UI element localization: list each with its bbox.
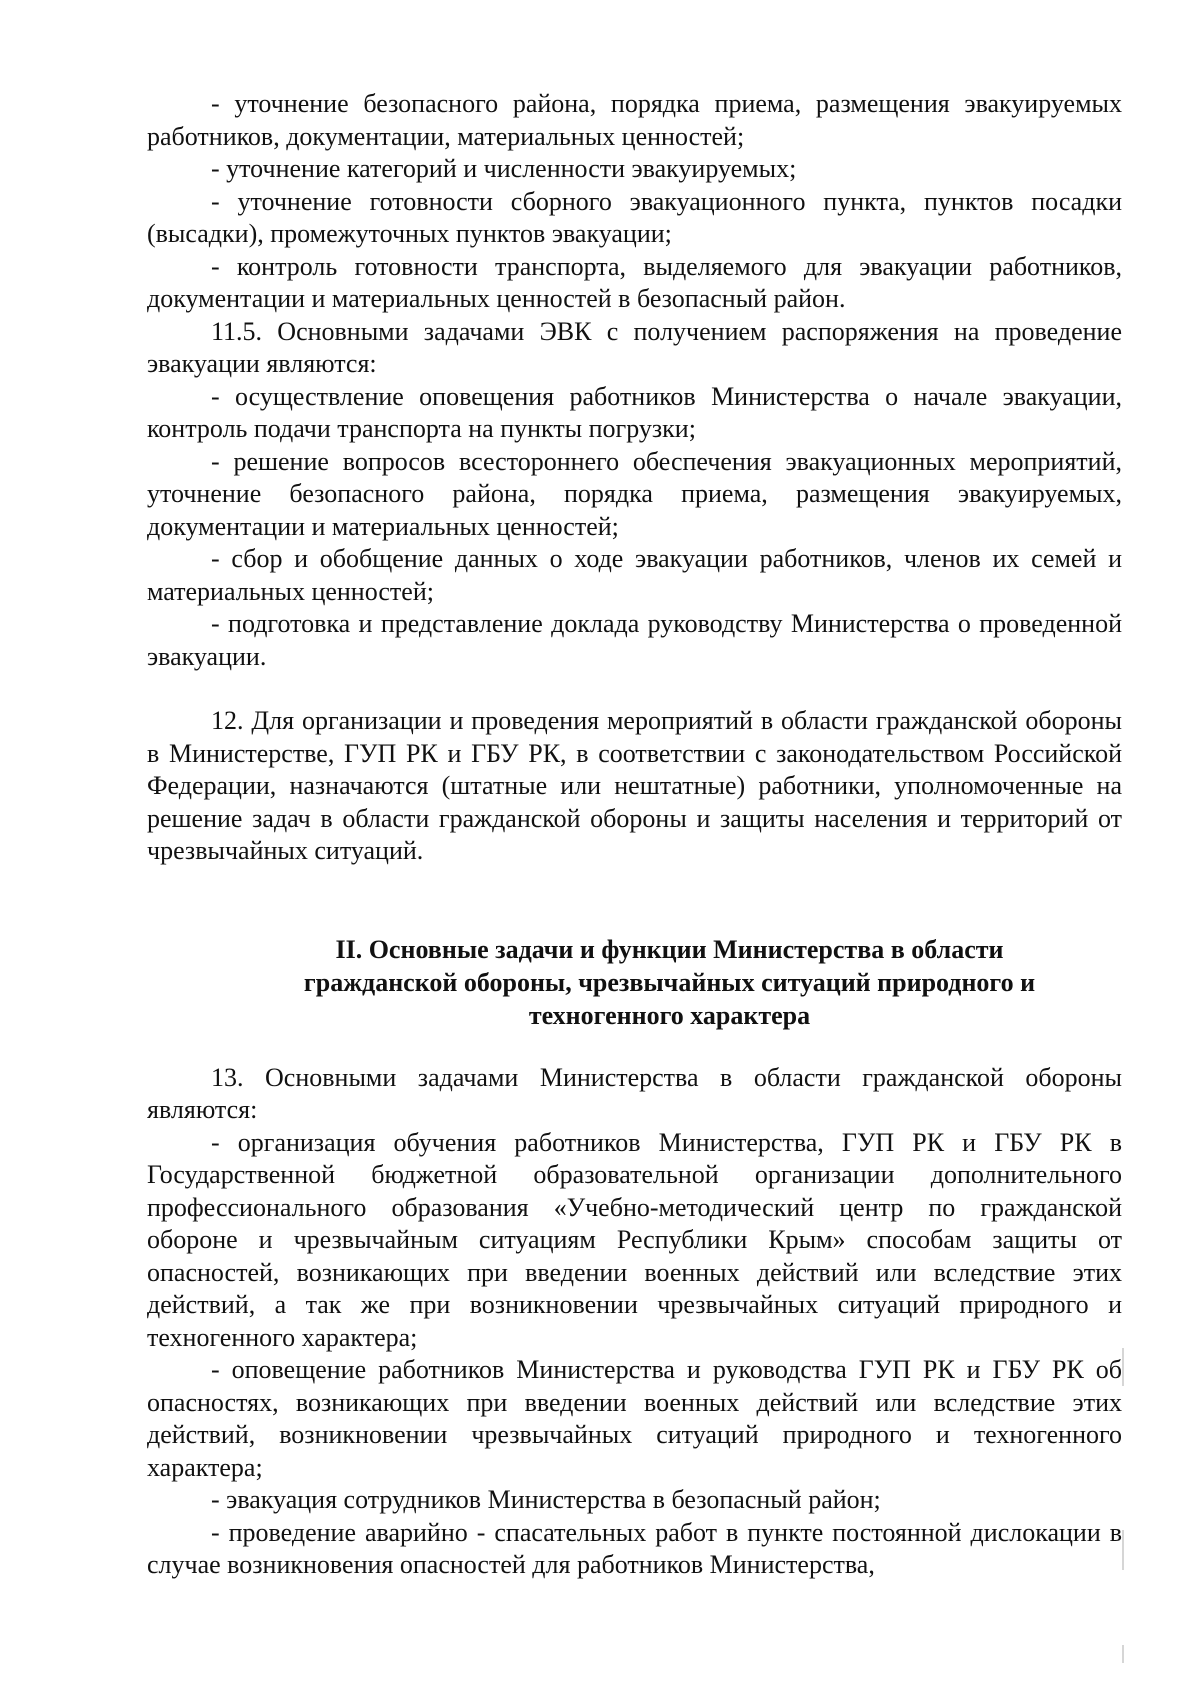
list-item: - проведение аварийно - спасательных работ в пункте постоянной дислокации в случае возникновения опасностей для работников Министерства, [147,1517,1122,1579]
list-item: - подготовка и представление доклада руководству Министерства о проведенной эвакуации. [147,609,1122,671]
scan-edge-mark [1122,1348,1124,1386]
list-item: - решение вопросов всестороннего обеспечения эвакуационных мероприятий, уточнение безопасного района, порядка приема, размещения эвакуируемых, документации и материальных ценностей; [147,446,1122,541]
section-heading-line: II. Основные задачи и функции Министерства в области [335,934,1004,964]
list-item: - организация обучения работников Министерства, ГУП РК и ГБУ РК в Государственной бюджетной образовательной организации дополнительного профессионального образования «Учебно-методический центр по гражданской обороне и чрезвычайным ситуациям Республики Крым» способам защиты от опасностей, возникающих при введении военных действий или вследствие этих действий, а так же при возникновении чрезвычайных ситуаций природного и техногенного характера; [147,1127,1122,1352]
list-item: - сбор и обобщение данных о ходе эвакуации работников, членов их семей и материальных ценностей; [147,544,1122,606]
list-item: - уточнение готовности сборного эвакуационного пункта, пунктов посадки (высадки), промежуточных пунктов эвакуации; [147,186,1122,248]
scan-edge-mark [1122,1645,1124,1663]
list-item: - эвакуация сотрудников Министерства в безопасный район; [211,1485,881,1514]
list-item: - осуществление оповещения работников Министерства о начале эвакуации, контроль подачи транспорта на пункты погрузки; [147,381,1122,443]
spacer [147,673,1122,705]
spacer [147,868,1122,933]
scan-edge-mark [1122,1530,1124,1570]
list-item: - уточнение безопасного района, порядка приема, размещения эвакуируемых работников, документации, материальных ценностей; [147,89,1122,151]
spacer [147,1032,1122,1062]
paragraph-13: 13. Основными задачами Министерства в области гражданской обороны являются: [147,1062,1122,1124]
list-item: - оповещение работников Министерства и руководства ГУП РК и ГБУ РК об опасностях, возникающих при введении военных действий или вследствие этих действий, возникновении чрезвычайных ситуаций природного и техногенного характера; [147,1355,1122,1482]
list-item: - контроль готовности транспорта, выделяемого для эвакуации работников, документации и материальных ценностей в безопасный район. [147,251,1122,313]
paragraph-12: 12. Для организации и проведения мероприятий в области гражданской обороны в Министерстве, ГУП РК и ГБУ РК, в соответствии с законодательством Российской Федерации, назначаются (штатные или нештатные) работники, уполномоченные на решение задач в области гражданской обороны и защиты населения и территорий от чрезвычайных ситуаций. [147,706,1122,865]
section-heading-line: гражданской обороны, чрезвычайных ситуаций природного и [303,967,1036,997]
section-heading-line: техногенного характера [528,1000,811,1030]
paragraph-11-5: 11.5. Основными задачами ЭВК с получением распоряжения на проведение эвакуации являются: [147,316,1122,378]
document-body [147,88,1122,1582]
list-item: - уточнение категорий и численности эвакуируемых; [211,154,797,183]
section-heading [147,933,1122,1032]
